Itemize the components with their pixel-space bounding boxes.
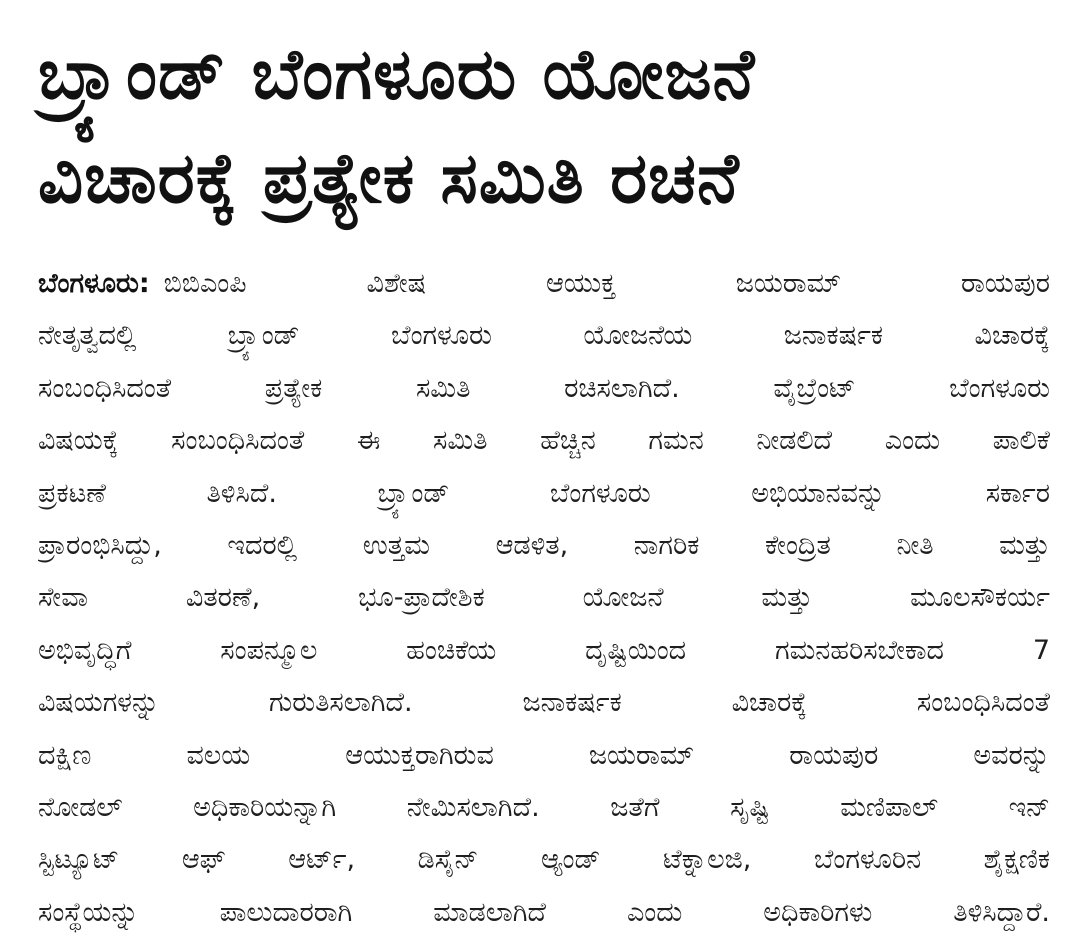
article-body (38, 258, 1050, 939)
body-line: ಪ್ರಾರಂಭಿಸಿದ್ದು, ಇದರಲ್ಲಿ ಉತ್ತಮ ಆಡಳಿತ, ನಾಗರಿಕ ಕೇಂದ್ರಿತ ನೀತಿ ಮತ್ತು (38, 530, 1050, 562)
body-line (38, 258, 1050, 310)
body-line: ಸ್ಟಿಟ್ಯೂಟ್ ಆಫ್ ಆರ್ಟ್, ಡಿಸೈನ್ ಆ್ಯಂಡ್ ಟೆಕ್ನಾಲಜಿ, ಬೆಂಗಳೂರಿನ ಶೈಕ್ಷಣಿಕ (38, 844, 1050, 876)
body-line: ನೇತೃತ್ವದಲ್ಲಿ ಬ್ರ್ಯಾಂಡ್ ಬೆಂಗಳೂರು ಯೋಜನೆಯ ಜನಾಕರ್ಷಕ ವಿಚಾರಕ್ಕೆ (38, 320, 1050, 352)
body-line: ವಿಷಯಗಳನ್ನು ಗುರುತಿಸಲಾಗಿದೆ. ಜನಾಕರ್ಷಕ ವಿಚಾರಕ್ಕೆ ಸಂಬಂಧಿಸಿದಂತೆ (38, 687, 1050, 719)
headline-line-1: ಬ್ರ್ಯಾಂಡ್ ಬೆಂಗಳೂರು ಯೋಜನೆ (38, 33, 756, 115)
dateline: ಬೆಂಗಳೂರು: (38, 268, 150, 299)
body-line: ಸಂಬಂಧಿಸಿದಂತೆ ಪ್ರತ್ಯೇಕ ಸಮಿತಿ ರಚಿಸಲಾಗಿದೆ. ವೈಬ್ರೆಂಟ್ ಬೆಂಗಳೂರು (38, 372, 1050, 404)
body-line: ಸಂಸ್ಥೆಯನ್ನು ಪಾಲುದಾರರಾಗಿ ಮಾಡಲಾಗಿದೆ ಎಂದು ಅಧಿಕಾರಿಗಳು ತಿಳಿಸಿದ್ದಾರೆ. (38, 896, 1050, 928)
headline-line-2: ವಿಚಾರಕ್ಕೆ ಪ್ರತ್ಯೇಕ ಸಮಿತಿ ರಚನೆ (38, 137, 740, 219)
article-headline (38, 22, 1050, 230)
body-line: ದಕ್ಷಿಣ ವಲಯ ಆಯುಕ್ತರಾಗಿರುವ ಜಯರಾಮ್ ರಾಯಪುರ ಅವರನ್ನು (38, 739, 1050, 771)
body-line: ವಿಷಯಕ್ಕೆ ಸಂಬಂಧಿಸಿದಂತೆ ಈ ಸಮಿತಿ ಹೆಚ್ಚಿನ ಗಮನ ನೀಡಲಿದೆ ಎಂದು ಪಾಲಿಕೆ (38, 425, 1050, 457)
body-line: ಅಭಿವೃದ್ಧಿಗೆ ಸಂಪನ್ಮೂಲ ಹಂಚಿಕೆಯ ದೃಷ್ಟಿಯಿಂದ ಗಮನಹರಿಸಬೇಕಾದ 7 (38, 634, 1050, 666)
news-article (38, 22, 1050, 939)
body-line: ನೋಡಲ್ ಅಧಿಕಾರಿಯನ್ನಾಗಿ ನೇಮಿಸಲಾಗಿದೆ. ಜತೆಗೆ ಸೃಷ್ಟಿ ಮಣಿಪಾಲ್ ಇನ್ (38, 792, 1050, 824)
body-line: ಸೇವಾ ವಿತರಣೆ, ಭೂ-ಪ್ರಾದೇಶಿಕ ಯೋಜನೆ ಮತ್ತು ಮೂಲಸೌಕರ್ಯ (38, 582, 1050, 614)
body-line: ಪ್ರಕಟಣೆ ತಿಳಿಸಿದೆ. ಬ್ರ್ಯಾಂಡ್ ಬೆಂಗಳೂರು ಅಭಿಯಾನವನ್ನು ಸರ್ಕಾರ (38, 477, 1050, 509)
body-line-text: ಬಿಬಿಎಂಪಿ ವಿಶೇಷ ಆಯುಕ್ತ ಜಯರಾಮ್ ರಾಯಪುರ (163, 268, 1050, 299)
